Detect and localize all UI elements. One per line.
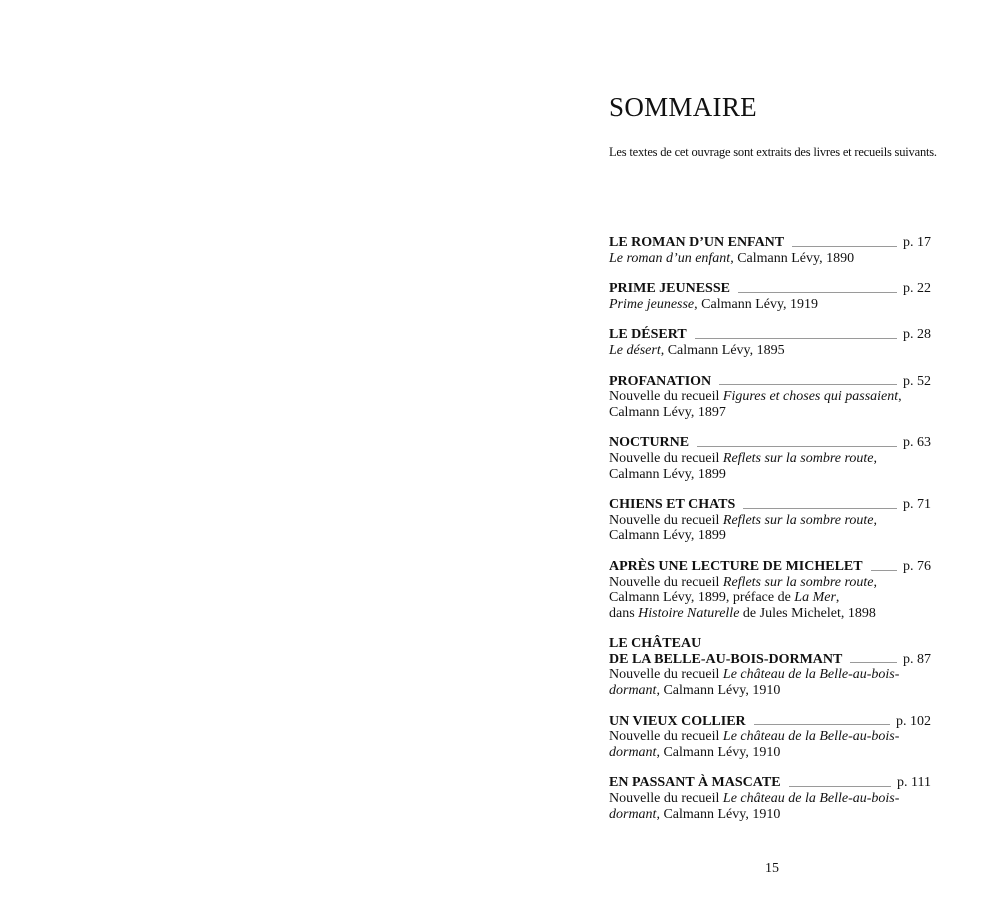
toc-entry-source	[609, 590, 931, 606]
source-text: Calmann Lévy, 1899	[609, 528, 726, 544]
work-title: Reflets sur la sombre route	[722, 450, 874, 466]
toc-entry-source	[609, 343, 931, 359]
toc-entry-title: LE DÉSERT	[609, 327, 687, 343]
work-title: La Mer	[794, 590, 836, 606]
leader-rule	[697, 446, 897, 447]
toc-entry-heading	[609, 714, 931, 730]
source-text: Nouvelle du recueil	[609, 667, 723, 683]
toc-entry-heading	[609, 374, 931, 390]
work-title: dormant	[609, 683, 657, 699]
toc-entry-heading	[609, 281, 931, 297]
leader-rule	[754, 724, 890, 725]
toc-entry-title: LE ROMAN D’UN ENFANT	[609, 235, 785, 250]
leader-rule	[850, 662, 897, 663]
intro-text: Les textes de cet ouvrage sont extraits des livres et recueils suivants.	[609, 145, 937, 159]
toc-entry-title: DE LA BELLE-AU-BOIS-DORMANT	[609, 651, 843, 667]
source-text: ,	[873, 512, 878, 528]
source-text: , Calmann Lévy, 1910	[656, 744, 781, 760]
work-title: Reflets sur la sombre route	[722, 512, 874, 528]
leader-rule	[719, 384, 897, 385]
work-title: Reflets sur la sombre route	[722, 574, 874, 590]
leader-rule	[789, 786, 892, 787]
leader-rule	[792, 246, 897, 247]
source-text: ,	[873, 450, 878, 466]
source-text: Calmann Lévy, 1897	[609, 404, 726, 420]
toc-entry	[609, 775, 931, 822]
toc-page-number: p. 111	[897, 775, 931, 791]
toc-entry-source	[609, 405, 931, 421]
source-text: , Calmann Lévy, 1895	[660, 342, 785, 358]
work-title: Le désert	[609, 342, 661, 358]
source-text: Nouvelle du recueil	[609, 389, 723, 405]
source-text: Nouvelle du recueil	[609, 729, 723, 745]
toc-entry	[609, 281, 931, 312]
toc-entry-source	[609, 791, 931, 807]
leader-rule	[743, 508, 897, 509]
toc-entry-source	[609, 297, 931, 313]
work-title: Le château de la Belle-au-bois-	[722, 667, 900, 683]
toc-entry-title: LE CHÂTEAU	[609, 636, 702, 652]
toc-entry-title: EN PASSANT À MASCATE	[609, 775, 781, 791]
toc-entry-source	[609, 683, 931, 699]
toc-page-number: p. 102	[896, 713, 931, 729]
toc-entry-heading	[609, 435, 931, 451]
source-text: ,	[835, 590, 840, 606]
toc-entry-source	[609, 513, 931, 529]
source-text: Nouvelle du recueil	[609, 791, 723, 807]
toc-entry-heading	[609, 636, 931, 667]
toc-entry-source	[609, 667, 931, 683]
toc-entry-heading	[609, 327, 931, 343]
toc-entry	[609, 497, 931, 544]
toc-entry-source	[609, 575, 931, 591]
toc-entry-title: NOCTURNE	[609, 435, 690, 451]
toc-entry-heading	[609, 235, 931, 251]
toc-entry	[609, 327, 931, 358]
leader-rule	[871, 570, 897, 571]
work-title: dormant	[609, 744, 657, 760]
toc-page-number: p. 63	[903, 435, 931, 451]
source-text: Calmann Lévy, 1899, préface de	[609, 590, 795, 606]
toc-entry	[609, 435, 931, 482]
toc-entry-source	[609, 745, 931, 761]
leader-rule	[695, 338, 897, 339]
toc-entry-heading	[609, 497, 931, 513]
toc-entry	[609, 714, 931, 761]
page-title: SOMMAIRE	[609, 92, 757, 122]
source-text: de Jules Michelet, 1898	[739, 605, 876, 621]
toc-entry-title: PROFANATION	[609, 373, 712, 389]
toc-entry-title: PRIME JEUNESSE	[609, 281, 730, 297]
toc-page-number: p. 22	[903, 281, 931, 297]
toc-entry-heading	[609, 559, 931, 575]
toc-page-number: p. 28	[903, 327, 931, 343]
toc-entry-source	[609, 451, 931, 467]
toc-page-number: p. 52	[903, 373, 931, 389]
source-text: , Calmann Lévy, 1910	[656, 806, 781, 822]
leader-rule	[738, 292, 897, 293]
source-text: dans	[609, 605, 639, 621]
source-text: ,	[898, 389, 902, 405]
toc-entry-source	[609, 389, 931, 405]
toc-entry-source	[609, 528, 931, 544]
toc-entry-heading	[609, 775, 931, 791]
toc-page-number: p. 76	[903, 558, 931, 574]
toc-entry	[609, 559, 931, 621]
toc-entry-title: APRÈS UNE LECTURE DE MICHELET	[609, 558, 863, 574]
work-title: dormant	[609, 806, 657, 822]
source-text: , Calmann Lévy, 1890	[730, 250, 855, 266]
toc-entry	[609, 235, 931, 266]
source-text: ,	[873, 574, 878, 590]
toc-entry-source	[609, 807, 931, 823]
work-title: Le roman d’un enfant	[609, 250, 731, 266]
work-title: Prime jeunesse	[609, 296, 695, 312]
toc-page-number: p. 17	[903, 235, 931, 250]
toc-entry-title: CHIENS ET CHATS	[609, 497, 736, 513]
toc-entry-source	[609, 729, 931, 745]
source-text: , Calmann Lévy, 1910	[656, 683, 781, 699]
toc-entry-source	[609, 606, 931, 622]
toc-entry	[609, 636, 931, 698]
work-title: Le château de la Belle-au-bois-	[722, 729, 900, 745]
work-title: Figures et choses qui passaient	[722, 389, 899, 405]
table-of-contents	[609, 235, 931, 837]
page-number: 15	[765, 861, 779, 876]
work-title: Le château de la Belle-au-bois-	[722, 791, 900, 807]
work-title: Histoire Naturelle	[638, 605, 740, 621]
toc-entry-source	[609, 251, 931, 267]
toc-page-number: p. 71	[903, 497, 931, 513]
toc-entry-title: UN VIEUX COLLIER	[609, 713, 746, 729]
source-text: Nouvelle du recueil	[609, 512, 723, 528]
source-text: , Calmann Lévy, 1919	[694, 296, 819, 312]
source-text: Nouvelle du recueil	[609, 574, 723, 590]
toc-page-number: p. 87	[903, 651, 931, 667]
toc-entry	[609, 374, 931, 421]
source-text: Nouvelle du recueil	[609, 450, 723, 466]
toc-entry-source	[609, 467, 931, 483]
source-text: Calmann Lévy, 1899	[609, 466, 726, 482]
